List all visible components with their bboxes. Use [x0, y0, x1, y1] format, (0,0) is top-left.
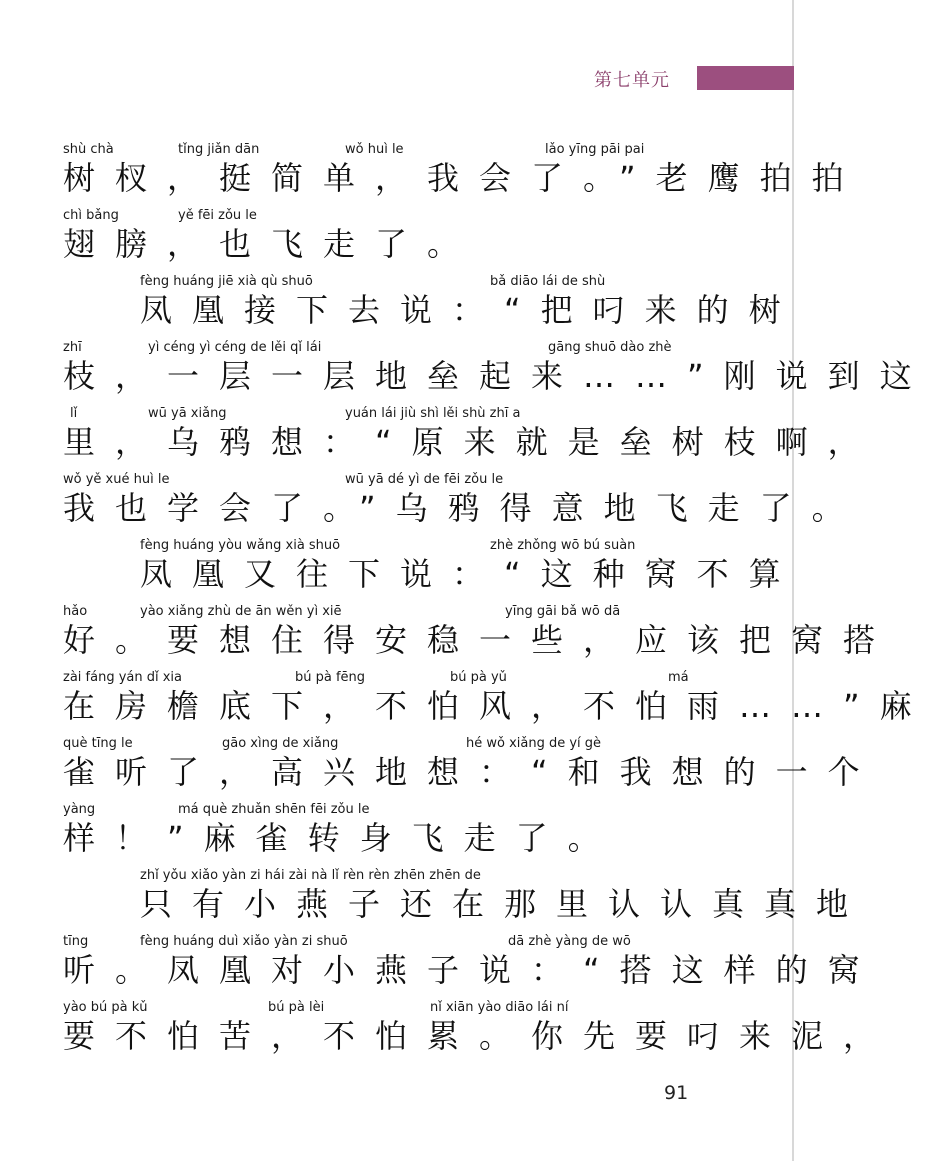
pinyin: dā zhè yàng de wō	[508, 934, 631, 949]
pinyin: fèng huáng jiē xià qù shuō	[140, 274, 313, 289]
pinyin: bú pà yǔ	[450, 670, 507, 685]
pinyin: zhī	[63, 340, 82, 355]
pinyin: wǒ yě xué huì le	[63, 472, 170, 487]
pinyin: tǐng jiǎn dān	[178, 142, 260, 157]
text-line	[0, 340, 932, 400]
pinyin: shù chà	[63, 142, 114, 157]
hanzi-text: 要不怕苦，不怕累。你先要叼来泥，	[63, 1017, 896, 1055]
text-line	[0, 868, 869, 928]
pinyin: yì céng yì céng de lěi qǐ lái	[148, 340, 322, 355]
text-line	[0, 604, 896, 664]
hanzi-text: 雀听了，高兴地想：“和我想的一个	[63, 753, 880, 791]
pinyin: fèng huáng duì xiǎo yàn zi shuō	[140, 934, 348, 949]
unit-accent-bar	[697, 66, 794, 90]
hanzi-text: 凤凰又往下说：“这种窝不算	[140, 555, 801, 593]
pinyin: fèng huáng yòu wǎng xià shuō	[140, 538, 341, 553]
pinyin: bú pà fēng	[295, 670, 366, 685]
pinyin: yàng	[63, 802, 96, 817]
pinyin: wū yā dé yì de fēi zǒu le	[345, 472, 504, 487]
hanzi-text: 树杈，挺简单，我会了。”老鹰拍拍	[63, 159, 864, 197]
hanzi-text: 凤凰接下去说：“把叼来的树	[140, 291, 801, 329]
pinyin: má	[668, 670, 689, 685]
pinyin: yào bú pà kǔ	[63, 1000, 148, 1015]
pinyin: yào xiǎng zhù de ān wěn yì xiē	[140, 604, 342, 619]
text-line	[0, 208, 800, 268]
pinyin: nǐ xiān yào diāo lái ní	[430, 1000, 569, 1015]
pinyin: hé wǒ xiǎng de yí gè	[466, 736, 602, 751]
text-line	[0, 472, 864, 532]
unit-label: 第七单元	[594, 70, 670, 91]
text-line	[0, 1000, 896, 1060]
pinyin: hǎo	[63, 604, 88, 619]
hanzi-text: 样！”麻雀转身飞走了。	[63, 819, 620, 857]
pinyin: wū yā xiǎng	[148, 406, 227, 421]
pinyin: yuán lái jiù shì lěi shù zhī a	[345, 406, 521, 421]
hanzi-text: 好。要想住得安稳一些，应该把窝搭	[63, 621, 896, 659]
pinyin: yīng gāi bǎ wō dā	[505, 604, 621, 619]
text-line	[0, 142, 864, 202]
pinyin: gāo xìng de xiǎng	[222, 736, 339, 751]
hanzi-text: 里，乌鸦想：“原来就是垒树枝啊，	[63, 423, 880, 461]
pinyin: bǎ diāo lái de shù	[490, 274, 606, 289]
pinyin: wǒ huì le	[345, 142, 404, 157]
hanzi-text: 听。凤凰对小燕子说：“搭这样的窝	[63, 951, 880, 989]
text-line	[0, 934, 880, 994]
pinyin: yě fēi zǒu le	[178, 208, 257, 223]
pinyin: tīng	[63, 934, 89, 949]
text-line	[0, 538, 800, 598]
text-line	[0, 406, 880, 466]
pinyin: zhè zhǒng wō bú suàn	[490, 538, 636, 553]
text-line	[0, 670, 932, 730]
hanzi-text: 枝，一层一层地垒起来……”刚说到这	[63, 357, 932, 395]
pinyin: zhǐ yǒu xiǎo yàn zi hái zài nà lǐ rèn rèn zhēn zhēn de	[140, 868, 481, 883]
hanzi-text: 在房檐底下，不怕风，不怕雨……”麻	[63, 687, 932, 725]
pinyin: bú pà lèi	[268, 1000, 325, 1015]
text-line	[0, 736, 880, 796]
pinyin: má què zhuǎn shēn fēi zǒu le	[178, 802, 370, 817]
pinyin: què tīng le	[63, 736, 133, 751]
pinyin: chì bǎng	[63, 208, 119, 223]
page-number: 91	[664, 1082, 689, 1104]
pinyin: zài fáng yán dǐ xia	[63, 670, 182, 685]
hanzi-text: 只有小燕子还在那里认认真真地	[140, 885, 869, 923]
pinyin: lǎo yīng pāi pai	[545, 142, 645, 157]
pinyin: gāng shuō dào zhè	[548, 340, 672, 355]
text-line	[0, 802, 800, 862]
hanzi-text: 我也学会了。”乌鸦得意地飞走了。	[63, 489, 864, 527]
pinyin: lǐ	[70, 406, 78, 421]
hanzi-text: 翅膀，也飞走了。	[63, 225, 480, 263]
text-line	[0, 274, 800, 334]
